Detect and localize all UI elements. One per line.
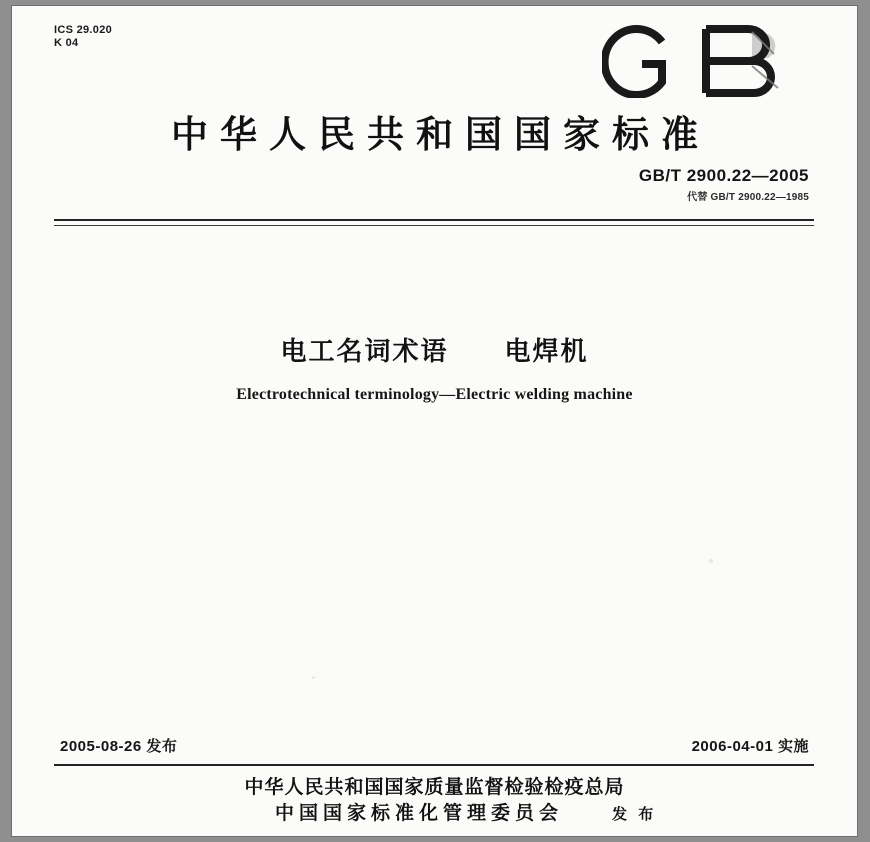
paper-speckle bbox=[709, 559, 713, 563]
divider-top bbox=[54, 219, 814, 221]
effective-date: 2006-04-01 实施 bbox=[691, 738, 809, 755]
standard-cover-page bbox=[12, 6, 857, 836]
standard-number: GB/T 2900.22—2005 bbox=[638, 166, 809, 185]
ics-code: ICS 29.020 bbox=[54, 24, 113, 36]
ics-block bbox=[54, 24, 112, 50]
paper-speckle bbox=[312, 676, 315, 679]
issue-date: 2005-08-26 发布 bbox=[60, 738, 178, 755]
page-title: 中华人民共和国国家标准 bbox=[171, 113, 710, 156]
classification-code: K 04 bbox=[54, 37, 79, 49]
replaced-standard: 代替 GB/T 2900.22—1985 bbox=[687, 192, 809, 203]
document-title-cn: 电工名词术语 电焊机 bbox=[280, 337, 589, 367]
document-title-en: Electrotechnical terminology—Electric welding machine bbox=[236, 386, 633, 403]
gb-logo-icon bbox=[602, 22, 792, 98]
divider-bottom bbox=[54, 764, 814, 766]
publisher-block bbox=[12, 774, 857, 826]
publish-label: 发 布 bbox=[612, 805, 657, 823]
divider-top-thin bbox=[54, 225, 814, 226]
publisher-line-2: 中国国家标准化管理委员会 bbox=[274, 802, 563, 824]
publisher-line-1: 中华人民共和国国家质量监督检验检疫总局 bbox=[244, 776, 625, 798]
